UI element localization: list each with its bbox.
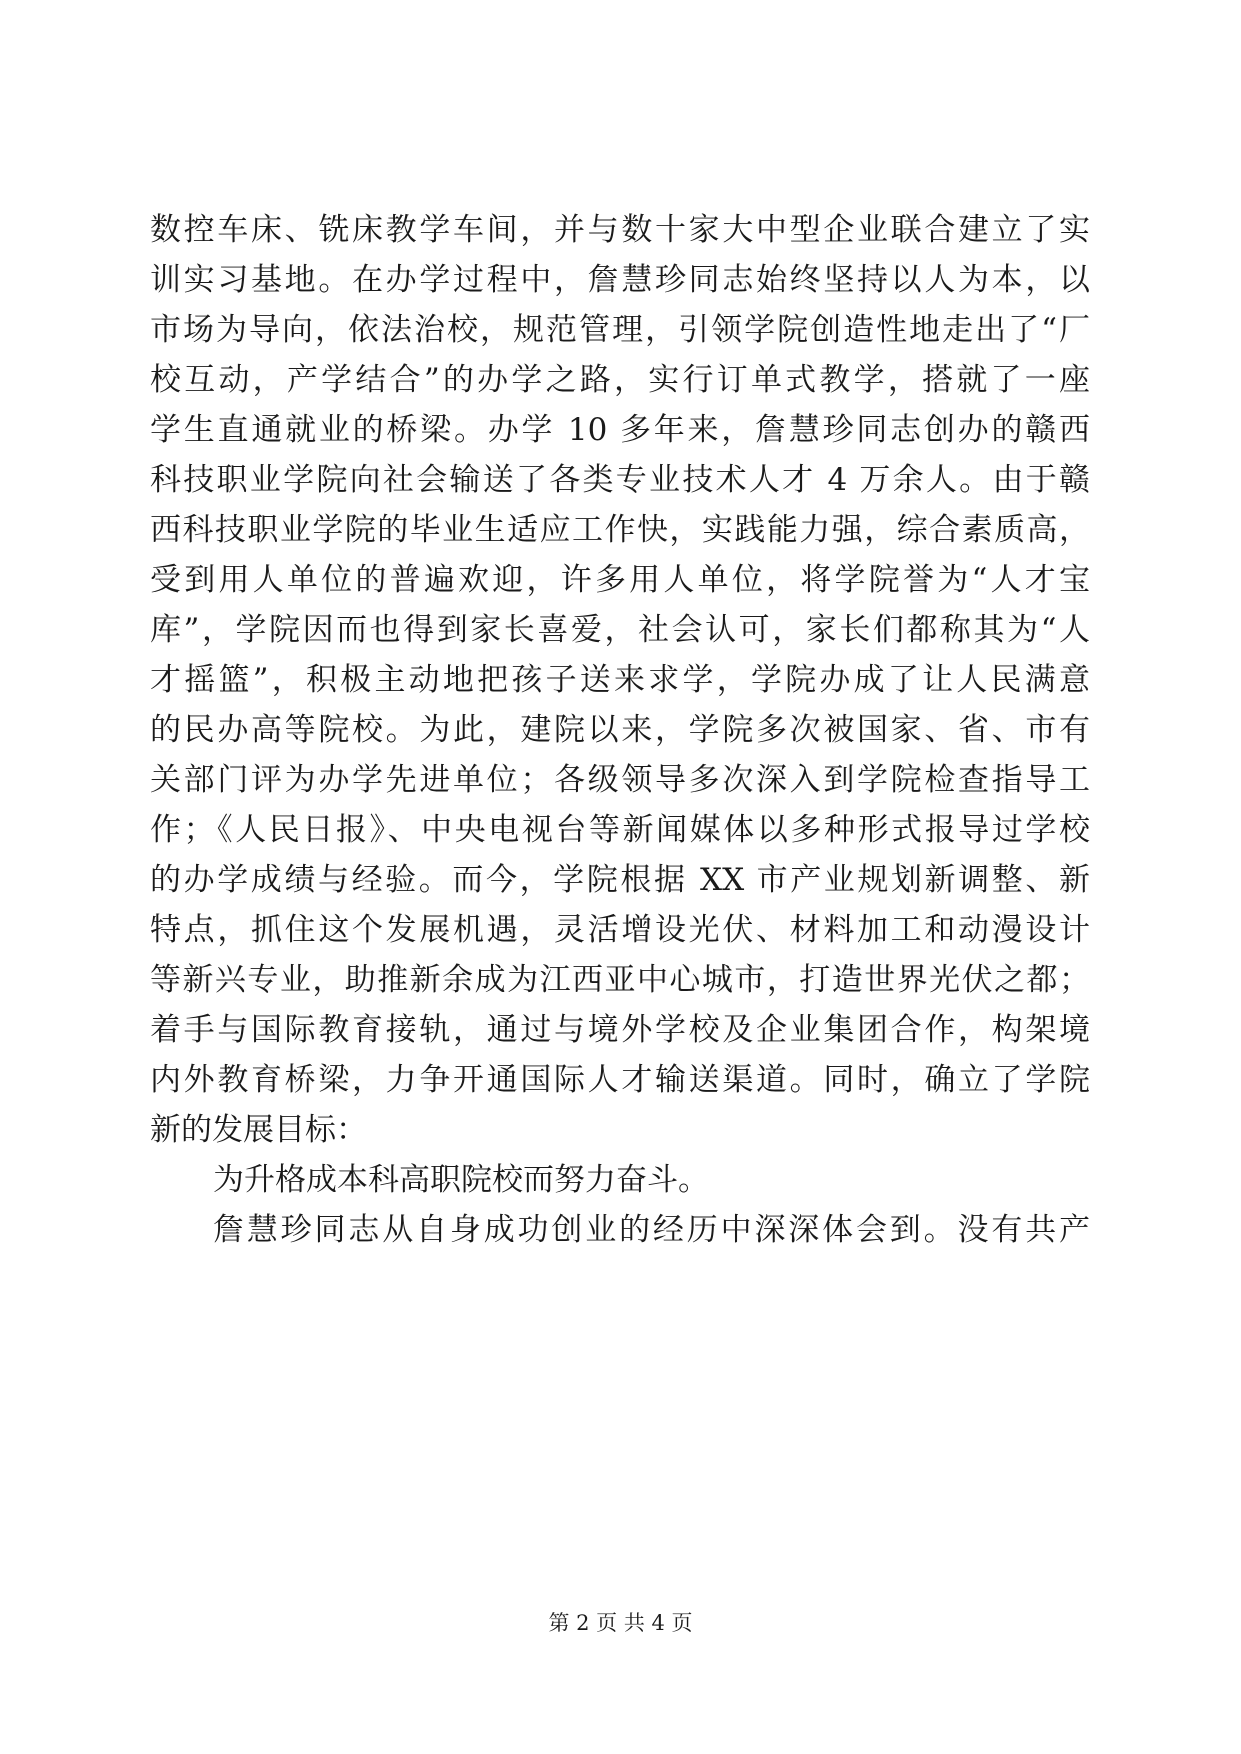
text-line: 的办学成绩与经验。而今，学院根据 XX 市产业规划新调整、新 xyxy=(150,862,1090,898)
paragraph-line: 詹慧珍同志从自身成功创业的经历中深深体会到。没有共产 xyxy=(213,1212,1090,1248)
text-line: 内外教育桥梁，力争开通国际人才输送渠道。同时，确立了学院 xyxy=(150,1062,1090,1098)
text-line: 着手与国际教育接轨，通过与境外学校及企业集团合作，构架境 xyxy=(150,1012,1090,1048)
text-line: 关部门评为办学先进单位；各级领导多次深入到学院检查指导工 xyxy=(150,762,1090,798)
text-line: 特点，抓住这个发展机遇，灵活增设光伏、材料加工和动漫设计 xyxy=(150,912,1090,948)
text-line: 训实习基地。在办学过程中，詹慧珍同志始终坚持以人为本，以 xyxy=(150,262,1090,298)
text-line: 作；《人民日报》、中央电视台等新闻媒体以多种形式报导过学校 xyxy=(150,812,1090,848)
text-line: 校互动，产学结合”的办学之路，实行订单式教学，搭就了一座 xyxy=(150,362,1090,398)
text-line: 市场为导向，依法治校，规范管理，引领学院创造性地走出了“厂 xyxy=(150,312,1090,348)
paragraph-line: 为升格成本科高职院校而努力奋斗。 xyxy=(213,1162,709,1198)
text-line: 库”，学院因而也得到家长喜爱，社会认可，家长们都称其为“人 xyxy=(150,612,1090,648)
text-line: 才摇篮”，积极主动地把孩子送来求学，学院办成了让人民满意 xyxy=(150,662,1090,698)
text-line: 等新兴专业，助推新余成为江西亚中心城市，打造世界光伏之都； xyxy=(150,962,1090,998)
text-line: 的民办高等院校。为此，建院以来，学院多次被国家、省、市有 xyxy=(150,712,1090,748)
text-line: 西科技职业学院的毕业生适应工作快，实践能力强，综合素质高， xyxy=(150,512,1090,548)
text-line: 数控车床、铣床教学车间，并与数十家大中型企业联合建立了实 xyxy=(150,212,1090,248)
text-line: 新的发展目标： xyxy=(150,1112,367,1148)
text-line: 学生直通就业的桥梁。办学 10 多年来，詹慧珍同志创办的赣西 xyxy=(150,412,1090,448)
page-number-footer: 第 2 页 共 4 页 xyxy=(548,1611,693,1635)
text-line: 受到用人单位的普遍欢迎，许多用人单位，将学院誉为“人才宝 xyxy=(150,562,1090,598)
text-line: 科技职业学院向社会输送了各类专业技术人才 4 万余人。由于赣 xyxy=(150,462,1090,498)
body-text xyxy=(150,205,1090,1255)
